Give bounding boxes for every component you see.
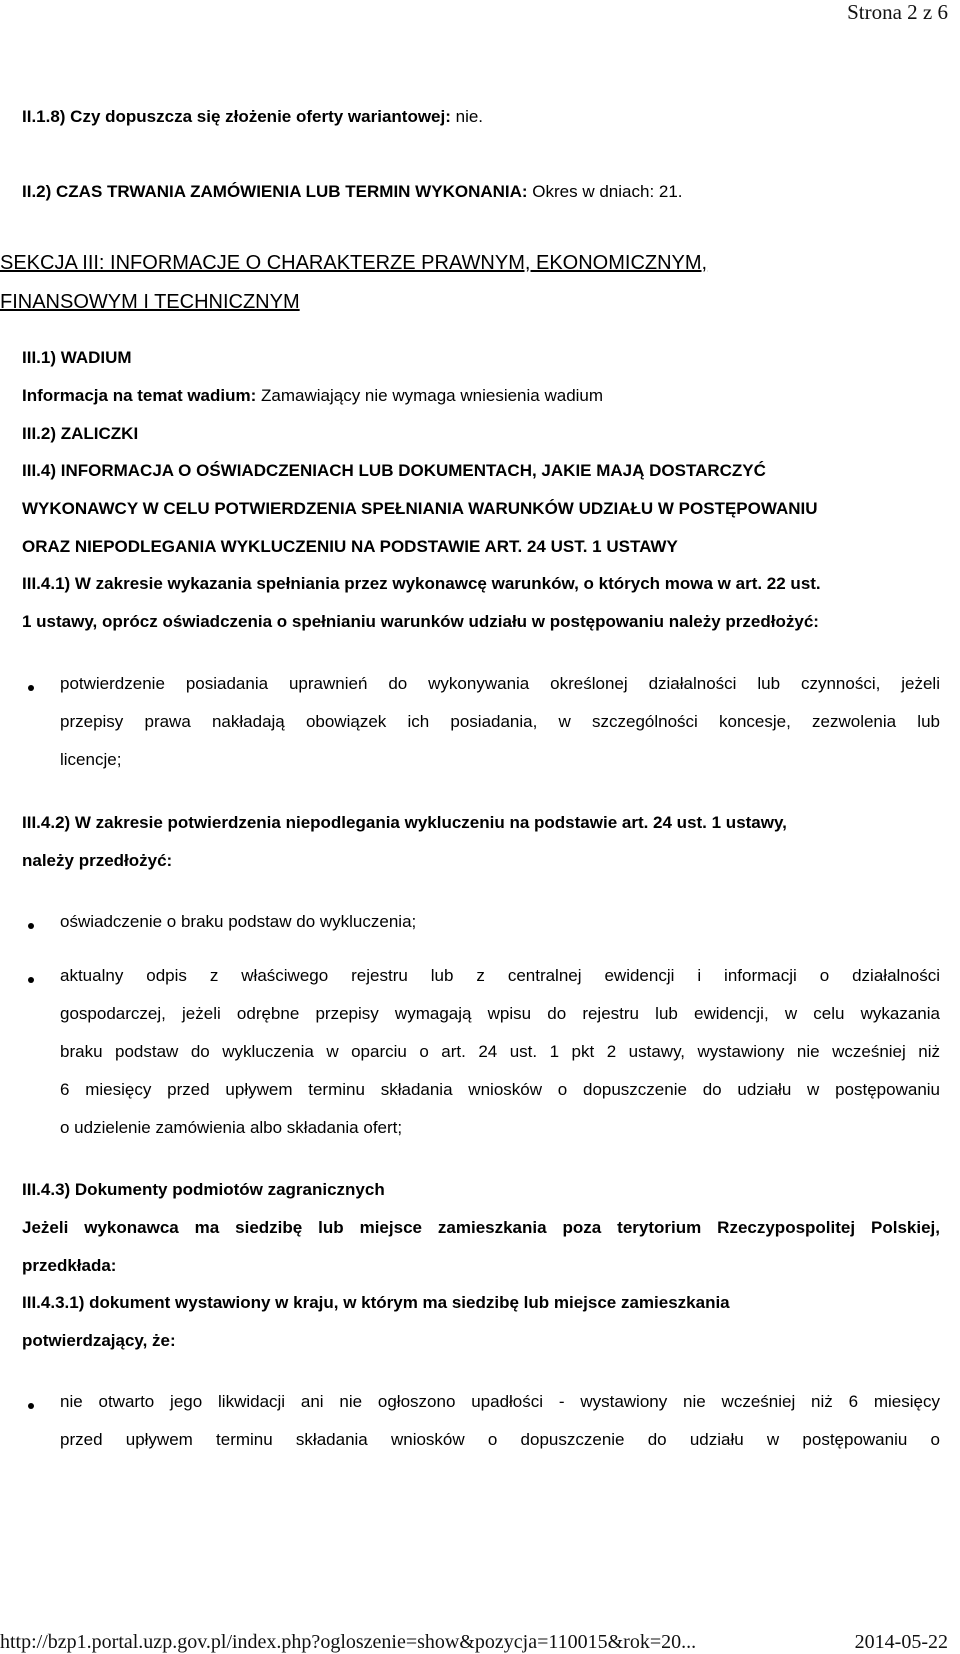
list-item-line: oświadczenie o braku podstaw do wykluczenia;	[60, 912, 417, 931]
wadium-info	[22, 384, 603, 408]
bullet-icon	[28, 1403, 34, 1409]
section-label: II.2) CZAS TRWANIA ZAMÓWIENIA LUB TERMIN WYKONANIA:	[22, 182, 528, 201]
page-indicator: Strona 2 z 6	[847, 0, 948, 24]
footer-date: 2014-05-22	[854, 1631, 948, 1653]
list-item	[22, 964, 940, 1154]
list-item-line: licencje;	[60, 750, 122, 769]
section-iii-title-line-1: SEKCJA III: INFORMACJE O CHARAKTERZE PRAWNYM, EKONOMICZNYM,	[0, 252, 708, 274]
list-item-line: nie otwarto jego likwidacji ani nie ogłoszono upadłości - wystawiony nie wcześniej niż 6 miesięcy	[60, 1392, 940, 1411]
list-item-line: aktualny odpis z właściwego rejestru lub z centralnej ewidencji i informacji o działalności	[60, 966, 940, 985]
list-item	[22, 1390, 940, 1460]
bullet-icon	[28, 923, 34, 929]
section-iii-4-3-line-1: Jeżeli wykonawca ma siedzibę lub miejsce zamieszkania poza terytorium Rzeczypospolitej Polskiej,	[22, 1218, 940, 1237]
footer-url[interactable]: http://bzp1.portal.uzp.gov.pl/index.php?ogloszenie=show&pozycja=110015&rok=20...	[0, 1631, 697, 1653]
page-footer	[0, 1628, 948, 1654]
section-value: Okres w dniach: 21.	[527, 182, 683, 201]
bullet-icon	[28, 977, 34, 983]
list-item	[22, 910, 940, 940]
section-iii-4-line-2: WYKONAWCY W CELU POTWIERDZENIA SPEŁNIANIA WARUNKÓW UDZIAŁU W POSTĘPOWANIU	[22, 499, 818, 518]
list-item-line: gospodarczej, jeżeli odrębne przepisy wymagają wpisu do rejestru lub ewidencji, w celu wykazania	[60, 1004, 940, 1023]
list-item-line: 6 miesięcy przed upływem terminu składania wniosków o dopuszczenie do udziału w postępowaniu	[60, 1080, 940, 1099]
section-label: II.1.8) Czy dopuszcza się złożenie oferty wariantowej:	[22, 107, 451, 126]
section-iii-4-3-heading: III.4.3) Dokumenty podmiotów zagranicznych	[22, 1180, 385, 1199]
section-iii-4-line-3: ORAZ NIEPODLEGANIA WYKLUCZENIU NA PODSTAWIE ART. 24 UST. 1 USTAWY	[22, 537, 678, 556]
list-item-line: o udzielenie zamówienia albo składania ofert;	[60, 1118, 403, 1137]
list-item-line: przed upływem terminu składania wniosków o dopuszczenie do udziału w postępowaniu o	[60, 1430, 940, 1449]
section-iii-4-line-1: III.4) INFORMACJA O OŚWIADCZENIACH LUB DOKUMENTACH, JAKIE MAJĄ DOSTARCZYĆ	[22, 461, 766, 480]
section-ii-2	[22, 180, 683, 204]
section-iii-4-3-1-line-1: III.4.3.1) dokument wystawiony w kraju, w którym ma siedzibę lub miejsce zamieszkania	[22, 1293, 730, 1312]
list-item-line: braku podstaw do wykluczenia w oparciu o art. 24 ust. 1 pkt 2 ustawy, wystawiony nie wcześniej niż	[60, 1042, 940, 1061]
list-item-line: przepisy prawa nakładają obowiązek ich posiadania, w szczególności koncesje, zezwolenia lub	[60, 712, 940, 731]
wadium-info-value: Zamawiający nie wymaga wniesienia wadium	[256, 386, 604, 405]
section-iii-2-heading: III.2) ZALICZKI	[22, 424, 139, 443]
section-iii-4-3-line-2: przedkłada:	[22, 1256, 117, 1275]
section-iii-4-1-line-2: 1 ustawy, oprócz oświadczenia o spełnianiu warunków udziału w postępowaniu należy przedłożyć:	[22, 612, 819, 631]
section-iii-4-2-line-2: należy przedłożyć:	[22, 851, 173, 870]
wadium-info-label: Informacja na temat wadium:	[22, 386, 257, 405]
section-iii-4-1-line-1: III.4.1) W zakresie wykazania spełniania przez wykonawcę warunków, o których mowa w art. 22 ust.	[22, 574, 821, 593]
section-iii-4-2-line-1: III.4.2) W zakresie potwierdzenia niepodlegania wykluczeniu na podstawie art. 24 ust. 1 ustawy,	[22, 813, 787, 832]
section-ii-1-8	[22, 105, 483, 129]
section-value: nie.	[450, 107, 484, 126]
section-iii-title-line-2: FINANSOWYM I TECHNICZNYM	[0, 291, 300, 313]
list-item	[22, 672, 940, 782]
list-item-line: potwierdzenie posiadania uprawnień do wykonywania określonej działalności lub czynności, jeżeli	[60, 674, 940, 693]
section-iii-1-heading: III.1) WADIUM	[22, 348, 132, 367]
bullet-icon	[28, 685, 34, 691]
section-iii-4-3-1-line-2: potwierdzający, że:	[22, 1331, 176, 1350]
